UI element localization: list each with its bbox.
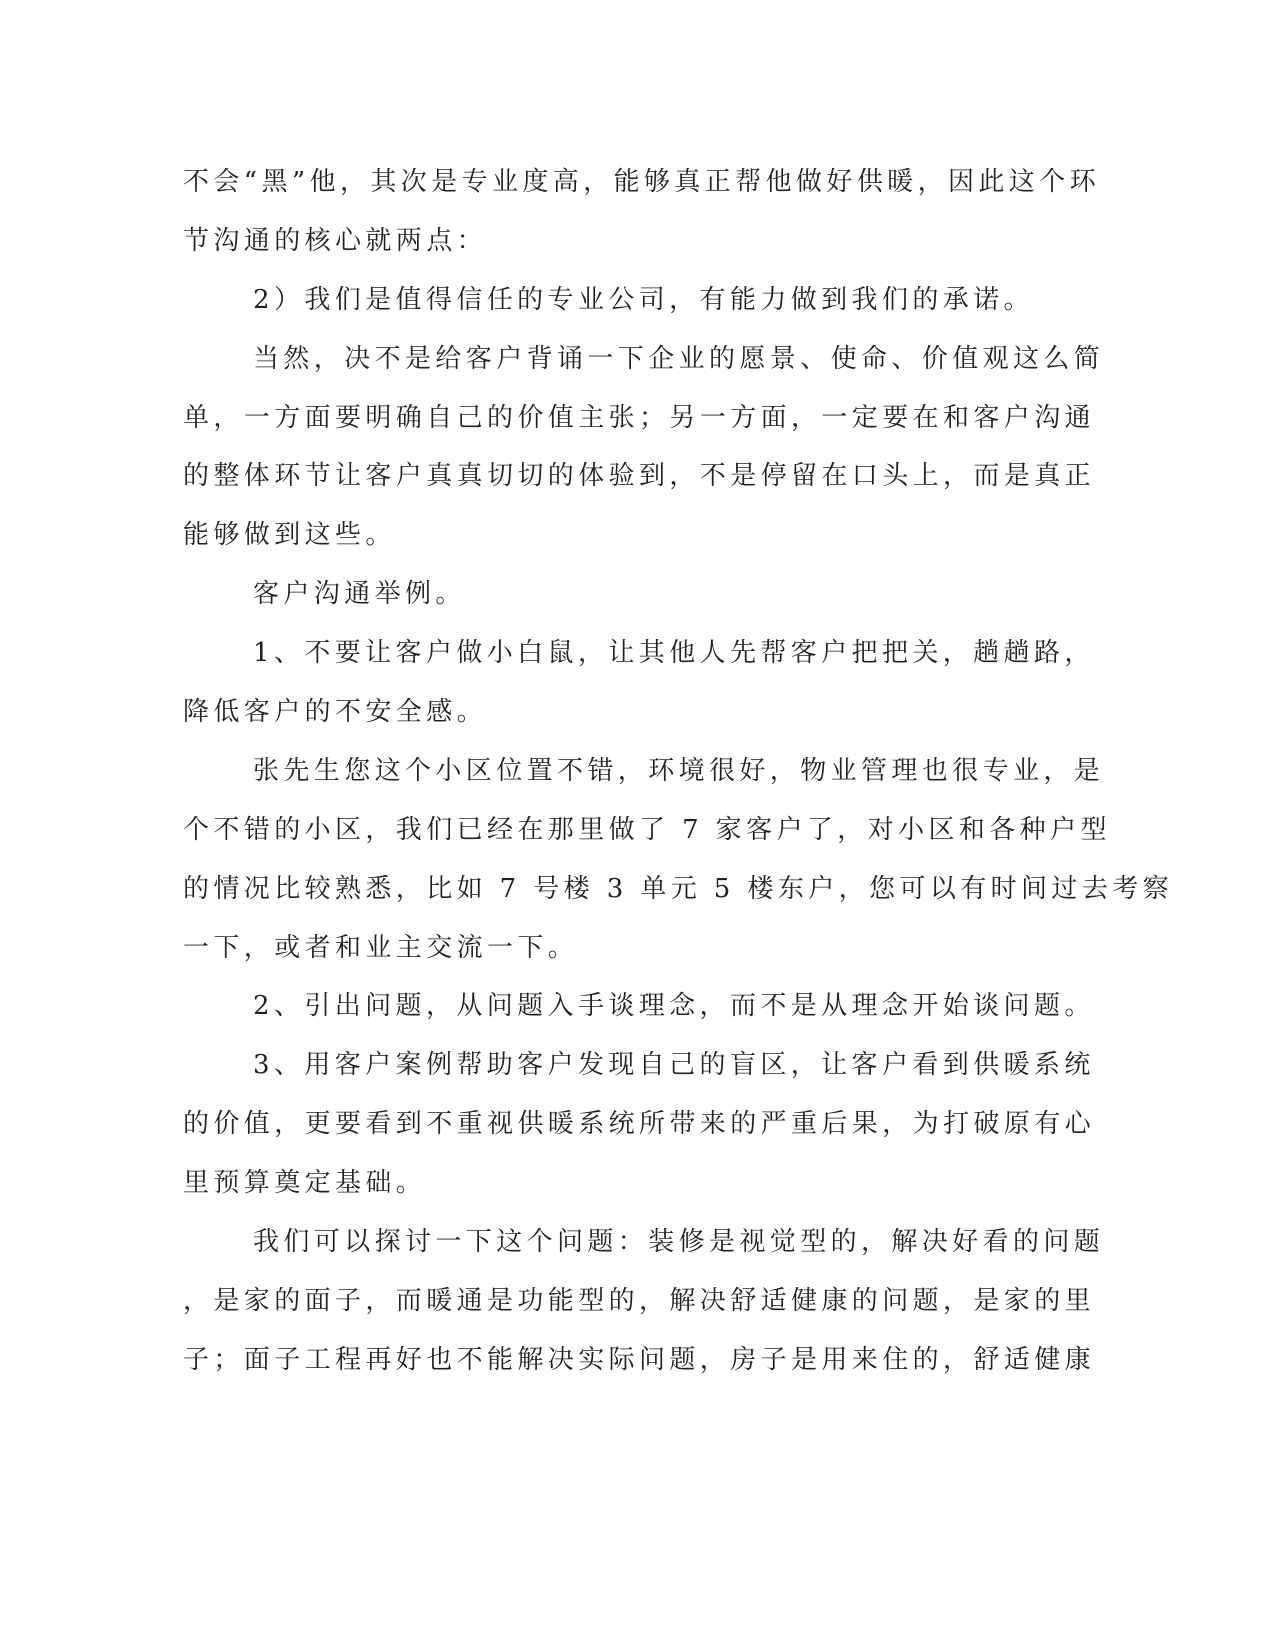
text-line: 客户沟通举例。: [253, 579, 466, 610]
text-line: 的情况比较熟悉，比如 7 号楼 3 单元 5 楼东户，您可以有时间过去考察: [183, 873, 1174, 904]
text-line: 降低客户的不安全感。: [183, 697, 488, 728]
text-line: 子；面子工程再好也不能解决实际问题，房子是用来住的，舒适健康: [183, 1344, 1096, 1375]
text-line: 当然，决不是给客户背诵一下企业的愿景、使命、价值观这么简: [253, 343, 1105, 374]
text-line: 的价值，更要看到不重视供暖系统所带来的严重后果，为打破原有心: [183, 1109, 1096, 1140]
text-line: 里预算奠定基础。: [183, 1168, 427, 1199]
text-line: 我们可以探讨一下这个问题：装修是视觉型的，解决好看的问题: [253, 1227, 1105, 1258]
text-line: ，是家的面子，而暖通是功能型的，解决舒适健康的问题，是家的里: [183, 1285, 1096, 1316]
text-line: 单，一方面要明确自己的价值主张；另一方面，一定要在和客户沟通: [183, 402, 1096, 433]
text-line: 个不错的小区，我们已经在那里做了 7 家客户了，对小区和各种户型: [183, 814, 1111, 845]
document-body: [183, 162, 1174, 1399]
text-line: 2）我们是值得信任的专业公司，有能力做到我们的承诺。: [253, 284, 1034, 315]
text-line: 张先生您这个小区位置不错，环境很好，物业管理也很专业，是: [253, 755, 1105, 786]
text-line: 2、引出问题，从问题入手谈理念，而不是从理念开始谈问题。: [253, 991, 1095, 1022]
text-line: 能够做到这些。: [183, 520, 396, 551]
text-line: 的整体环节让客户真真切切的体验到，不是停留在口头上，而是真正: [183, 461, 1096, 492]
text-line: 不会“黑”他，其次是专业度高，能够真正帮他做好供暖，因此这个环: [183, 167, 1100, 197]
text-line: 3、用客户案例帮助客户发现自己的盲区，让客户看到供暖系统: [253, 1050, 1095, 1081]
text-line: 一下，或者和业主交流一下。: [183, 932, 579, 963]
text-line: 1、不要让客户做小白鼠，让其他人先帮客户把把关，趟趟路，: [253, 638, 1095, 669]
text-line: 节沟通的核心就两点：: [183, 225, 488, 256]
